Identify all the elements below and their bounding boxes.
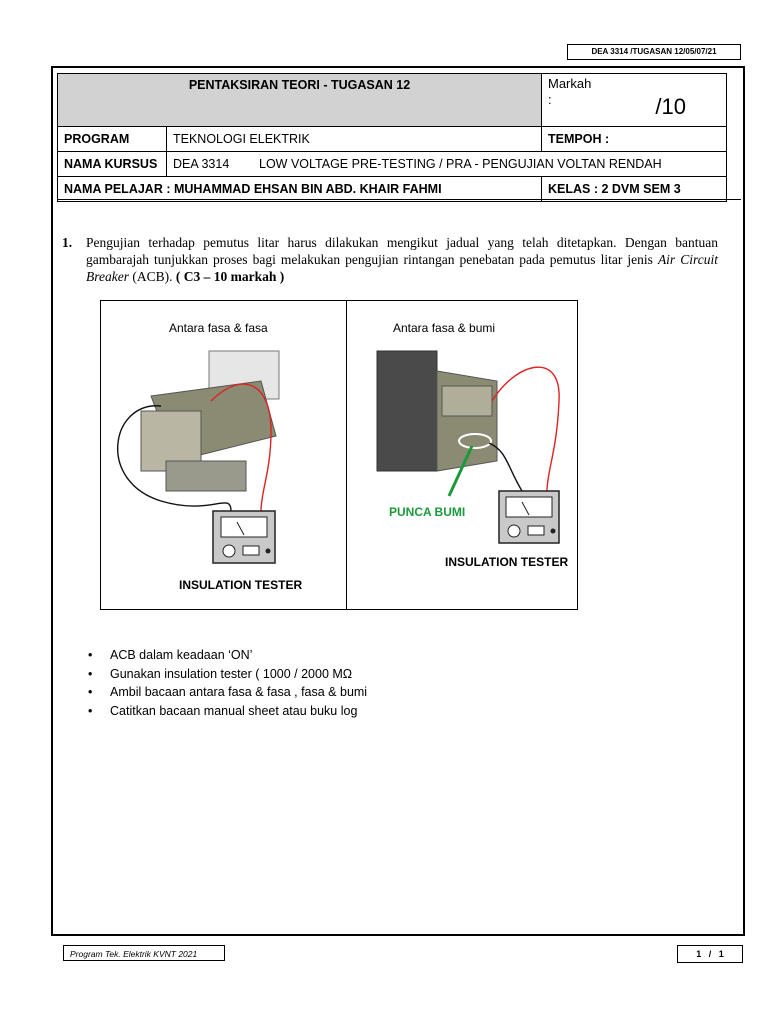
tester-button-icon bbox=[551, 529, 556, 534]
kursus-label: NAMA KURSUS bbox=[58, 152, 167, 177]
question-text bbox=[86, 234, 718, 285]
markah-label: Markah bbox=[548, 76, 592, 91]
acb-front-dark-icon bbox=[377, 351, 437, 471]
program-label: PROGRAM bbox=[58, 127, 167, 152]
figure-left-label: Antara fasa & fasa bbox=[169, 321, 268, 335]
page-separator: / bbox=[708, 949, 712, 959]
phase-earth-diagram bbox=[347, 341, 577, 611]
question-marks: ( C3 – 10 markah ) bbox=[175, 269, 285, 284]
acb-base-icon bbox=[166, 461, 246, 491]
figure-right-label: Antara fasa & bumi bbox=[393, 321, 496, 335]
acb-test-figure bbox=[100, 300, 578, 610]
kursus-value bbox=[167, 152, 727, 177]
pelajar-label: NAMA PELAJAR : bbox=[64, 182, 171, 196]
page-title: PENTAKSIRAN TEORI - TUGASAN 12 bbox=[58, 74, 542, 127]
program-value: TEKNOLOGI ELEKTRIK bbox=[167, 127, 542, 152]
list-item: • Ambil bacaan antara fasa & fasa , fasa & bumi bbox=[84, 683, 367, 702]
tester-knob-icon bbox=[223, 545, 235, 557]
instruction-list bbox=[84, 646, 367, 720]
question-text-part2: (ACB). bbox=[128, 269, 176, 284]
red-lead-icon bbox=[492, 367, 559, 491]
tester-display-icon bbox=[528, 526, 544, 535]
page-number bbox=[677, 945, 743, 963]
page-total: 1 bbox=[718, 949, 724, 959]
footer-program: Program Tek. Elektrik KVNT 2021 bbox=[63, 945, 225, 961]
question-text-italic: Air Circuit Breaker bbox=[86, 252, 718, 284]
question-text-part1: Pengujian terhadap pemutus litar harus dilakukan mengikut jadual yang telah ditetapkan. Dengan bantuan gambarajah tunjukkan proses bagi melakukan pengujian rintangan penebatan pada pemutus litar jenis bbox=[86, 235, 718, 267]
punca-bumi-label: PUNCA BUMI bbox=[389, 505, 466, 519]
phase-phase-diagram bbox=[101, 341, 346, 611]
header-table bbox=[57, 73, 727, 202]
tempoh-label: TEMPOH : bbox=[542, 127, 727, 152]
question-number: 1. bbox=[62, 235, 73, 250]
tester-button-icon bbox=[266, 549, 271, 554]
markah-colon: : bbox=[548, 92, 552, 107]
kelas-value: KELAS : 2 DVM SEM 3 bbox=[542, 177, 727, 202]
list-item: • Catitkan bacaan manual sheet atau buku log bbox=[84, 702, 367, 721]
header-divider bbox=[57, 199, 741, 200]
markah-cell bbox=[542, 74, 727, 127]
pelajar-row bbox=[58, 177, 542, 202]
document-code: DEA 3314 /TUGASAN 12/05/07/21 bbox=[567, 44, 741, 60]
question-1 bbox=[62, 234, 718, 285]
list-item: • Gunakan insulation tester ( 1000 / 2000 MΩ bbox=[84, 665, 367, 684]
markah-score: /10 bbox=[655, 94, 686, 119]
kursus-code: DEA 3314 bbox=[173, 157, 230, 171]
tester-display-icon bbox=[243, 546, 259, 555]
acb-side-terminals-icon bbox=[442, 386, 492, 416]
kursus-name: LOW VOLTAGE PRE-TESTING / PRA - PENGUJIAN VOLTAN RENDAH bbox=[259, 157, 662, 171]
right-tester-label: INSULATION TESTER bbox=[445, 555, 569, 569]
pelajar-value: MUHAMMAD EHSAN BIN ABD. KHAIR FAHMI bbox=[173, 182, 442, 196]
tester-knob-icon bbox=[508, 525, 520, 537]
page-current: 1 bbox=[696, 949, 702, 959]
left-tester-label: INSULATION TESTER bbox=[179, 578, 303, 592]
list-item: • ACB dalam keadaan ‘ON’ bbox=[84, 646, 367, 665]
